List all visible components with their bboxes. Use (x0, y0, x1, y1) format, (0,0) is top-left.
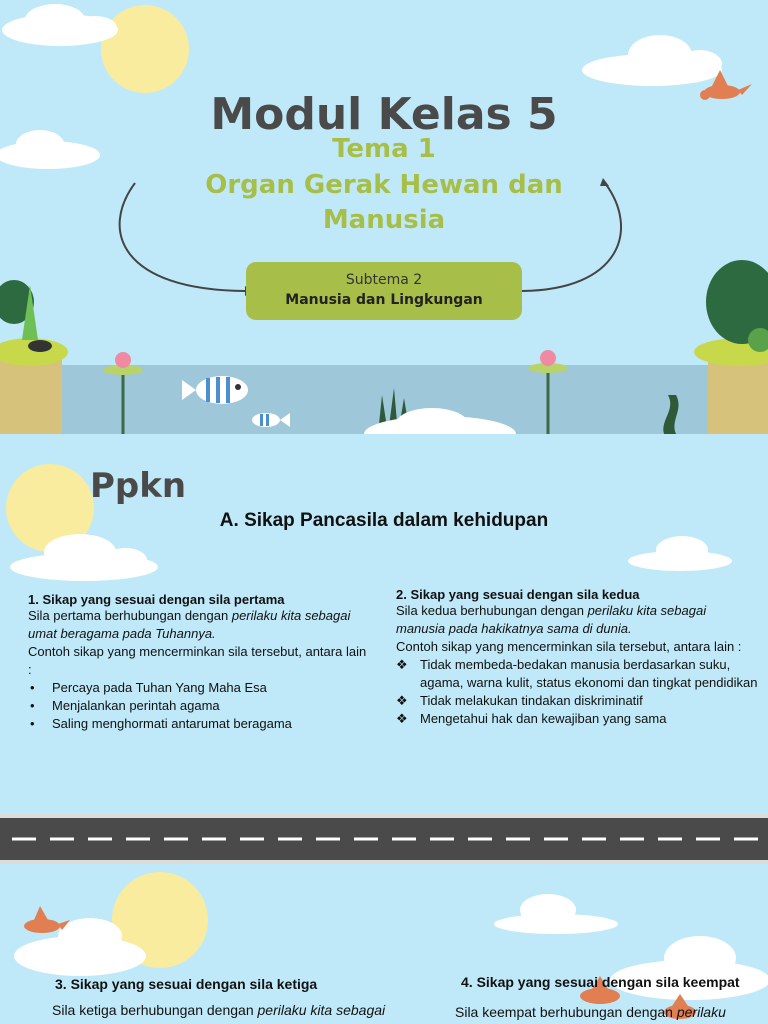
tema-label: Tema 1 (332, 134, 436, 164)
sila-3-desc-italic: perilaku kita sebagai (257, 1002, 386, 1018)
cloud-icon (494, 894, 618, 934)
road-edge (0, 814, 768, 818)
sila-3-desc-text: Sila ketiga berhubungan dengan (52, 1002, 254, 1018)
subtitle-line-2: Manusia (322, 205, 446, 235)
list-item (28, 679, 373, 697)
list-item (28, 697, 373, 715)
panel-3-scenery (0, 864, 768, 1024)
road-dashes-icon (0, 836, 768, 842)
sila-1-example-intro: Contoh sikap yang mencerminkan sila tersebut, antara lain : (28, 644, 367, 677)
diamond-bullet-icon: ❖ (396, 657, 408, 672)
sila-3-title: 3. Sikap yang sesuai dengan sila ketiga (55, 976, 318, 992)
list-item (28, 715, 373, 733)
subtema-label: Subtema 2 (345, 272, 423, 288)
cloud-icon (628, 536, 732, 571)
sila-1-title: 1. Sikap yang sesuai dengan sila pertama (28, 592, 285, 607)
section-heading: A. Sikap Pancasila dalam kehidupan (219, 510, 549, 531)
list-item-text: Mengetahui hak dan kewajiban yang sama (420, 711, 667, 726)
list-item-text: Saling menghormati antarumat beragama (52, 716, 292, 731)
subject-title: Ppkn (90, 466, 187, 506)
subtitle-line-1: Organ Gerak Hewan dan (205, 170, 563, 200)
sila-1-block (28, 592, 373, 733)
sun-icon (101, 5, 189, 93)
cloud-icon (582, 35, 722, 86)
list-item (396, 656, 758, 692)
list-item-text: Menjalankan perintah agama (52, 698, 220, 713)
sila-1-desc-italic: perilaku kita sebagai umat beragama pada Tuhannya. (28, 608, 351, 641)
sila-3-description (52, 1001, 385, 1019)
sila-2-title: 2. Sikap yang sesuai dengan sila kedua (396, 587, 640, 602)
bullet-icon: • (30, 680, 35, 695)
sila-4-description (455, 1003, 726, 1021)
sila-4-desc-italic: perilaku (676, 1004, 726, 1020)
list-item-text: Percaya pada Tuhan Yang Maha Esa (52, 680, 267, 695)
left-island-icon (0, 280, 68, 434)
cover-panel (0, 0, 768, 434)
cloud-icon (610, 936, 768, 1000)
sila-2-desc-text: Sila kedua berhubungan dengan (396, 603, 584, 618)
sila-2-description (396, 602, 758, 638)
list-item (396, 710, 758, 728)
subtema-box (246, 262, 522, 320)
sila-1-description (28, 607, 373, 643)
diamond-bullet-icon: ❖ (396, 693, 408, 708)
bullet-icon: • (30, 716, 35, 731)
sila-1-list (28, 679, 373, 733)
sila-1-desc-text: Sila pertama berhubungan dengan (28, 608, 229, 623)
list-item-text: Tidak melakukan tindakan diskriminatif (420, 693, 643, 708)
sila-2-list (396, 656, 758, 728)
ppkn-panel (0, 434, 768, 814)
bullet-icon: • (30, 698, 35, 713)
page-title: Modul Kelas 5 (210, 89, 558, 140)
sila-2-example-intro: Contoh sikap yang mencerminkan sila tersebut, antara lain : (396, 639, 742, 654)
diamond-bullet-icon: ❖ (396, 711, 408, 726)
sila-4-desc-text: Sila keempat berhubungan dengan (455, 1004, 673, 1020)
sila-2-desc-italic: perilaku kita sebagai manusia pada hakikatnya sama di dunia. (396, 603, 707, 636)
sila-4-title: 4. Sikap yang sesuai dengan sila keempat (461, 974, 740, 990)
road-divider (0, 814, 768, 864)
list-item (396, 692, 758, 710)
subtema-title: Manusia dan Lingkungan (285, 292, 483, 308)
list-item-text: Tidak membeda-bedakan manusia berdasarkan suku, agama, warna kulit, status ekonomi dan tingkat pendidikan (420, 657, 758, 690)
sila-2-block (396, 587, 758, 728)
cloud-icon (2, 4, 118, 46)
panel-3 (0, 864, 768, 1024)
